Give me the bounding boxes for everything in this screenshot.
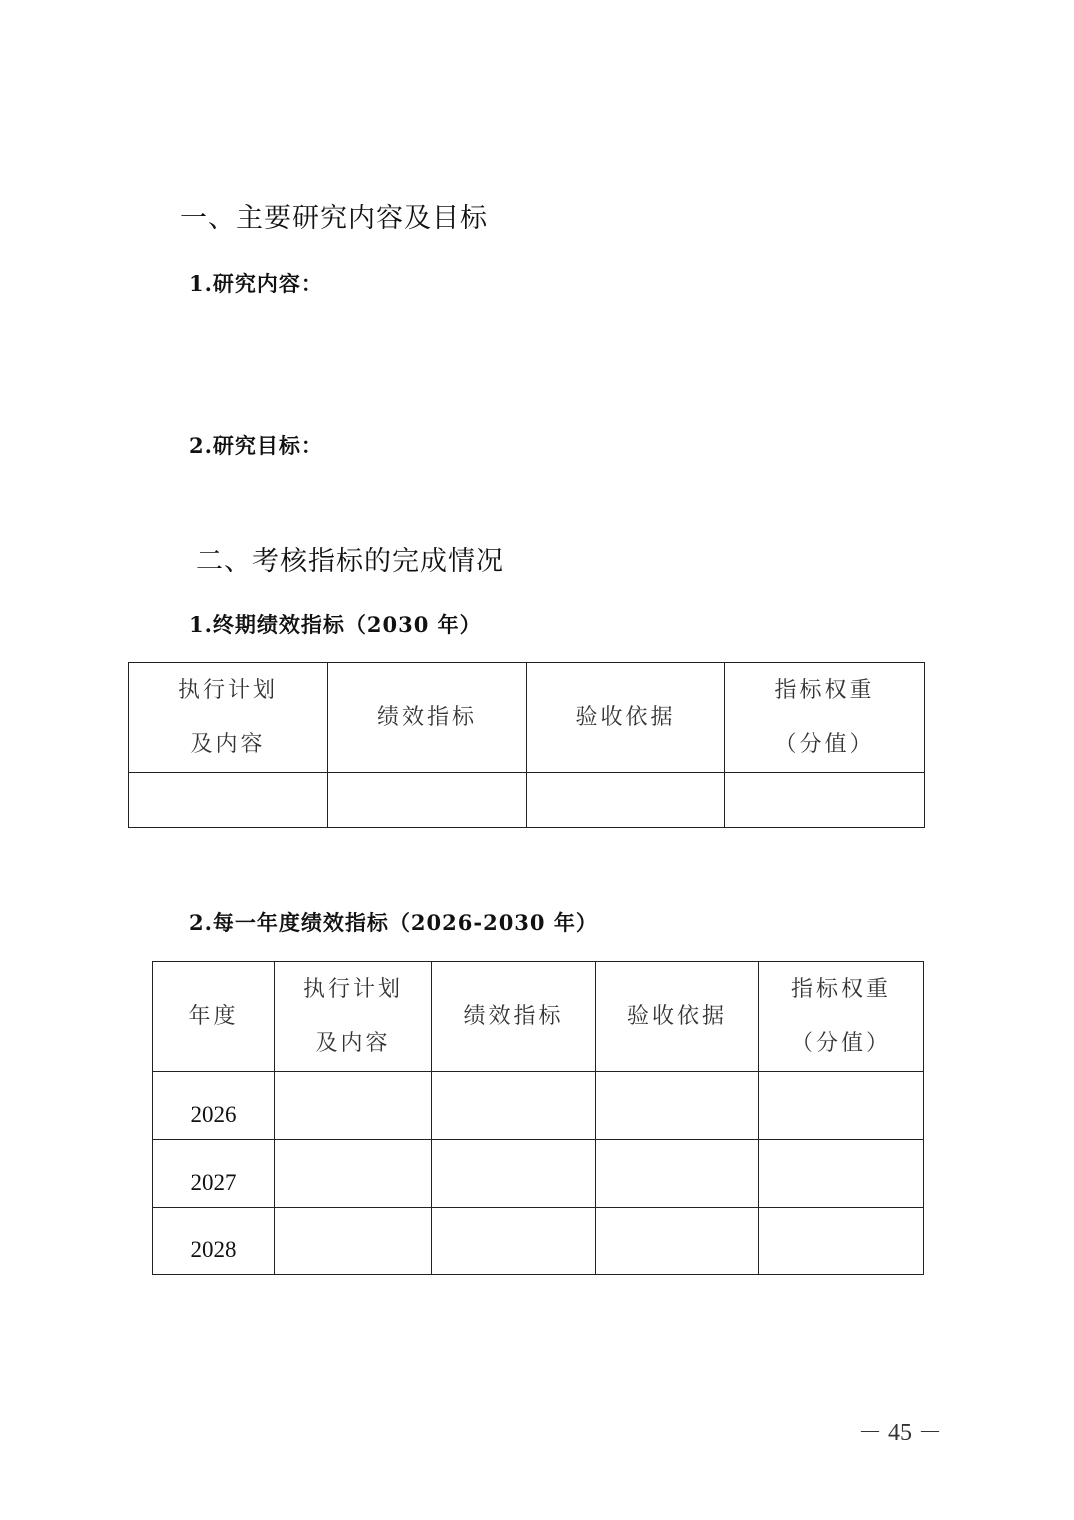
- empty-cell[interactable]: [725, 773, 925, 828]
- empty-cell[interactable]: [275, 1140, 432, 1208]
- research-content-label: 1.研究内容：: [189, 271, 323, 296]
- header-acceptance-basis: 验收依据: [596, 962, 759, 1072]
- empty-cell[interactable]: [432, 1208, 596, 1275]
- section1-title: 一、主要研究内容及目标: [180, 203, 488, 234]
- empty-cell[interactable]: [596, 1072, 759, 1140]
- empty-cell[interactable]: [759, 1072, 924, 1140]
- header-performance-indicator: 绩效指标: [432, 962, 596, 1072]
- empty-cell[interactable]: [432, 1140, 596, 1208]
- page-number: － 45 －: [858, 1420, 942, 1446]
- table-row: [153, 1208, 924, 1275]
- header-indicator-weight: 指标权重 （分值）: [725, 663, 925, 773]
- table-row: [129, 773, 925, 828]
- empty-cell[interactable]: [275, 1208, 432, 1275]
- empty-cell[interactable]: [596, 1140, 759, 1208]
- header-indicator-weight: 指标权重 （分值）: [759, 962, 924, 1072]
- table-row: [153, 1140, 924, 1208]
- year-cell: 2028: [153, 1208, 275, 1275]
- table-header-row: [129, 663, 925, 773]
- empty-cell[interactable]: [759, 1208, 924, 1275]
- research-goal-label: 2.研究目标：: [189, 433, 323, 458]
- section2-title: 二、考核指标的完成情况: [196, 546, 504, 577]
- final-indicators-heading: 1.终期绩效指标（2030 年）: [189, 612, 482, 637]
- empty-cell[interactable]: [129, 773, 328, 828]
- empty-cell[interactable]: [759, 1140, 924, 1208]
- empty-cell[interactable]: [527, 773, 725, 828]
- annual-indicators-heading: 2.每一年度绩效指标（2026-2030 年）: [189, 910, 598, 935]
- empty-cell[interactable]: [432, 1072, 596, 1140]
- final-indicators-table: [128, 662, 925, 828]
- annual-indicators-table: [152, 961, 924, 1275]
- header-performance-indicator: 绩效指标: [328, 663, 527, 773]
- header-acceptance-basis: 验收依据: [527, 663, 725, 773]
- table-row: [153, 1072, 924, 1140]
- empty-cell[interactable]: [275, 1072, 432, 1140]
- table-header-row: [153, 962, 924, 1072]
- header-plan-content: 执行计划 及内容: [129, 663, 328, 773]
- header-plan-content: 执行计划 及内容: [275, 962, 432, 1072]
- year-cell: 2027: [153, 1140, 275, 1208]
- header-year: 年度: [153, 962, 275, 1072]
- empty-cell[interactable]: [328, 773, 527, 828]
- empty-cell[interactable]: [596, 1208, 759, 1275]
- year-cell: 2026: [153, 1072, 275, 1140]
